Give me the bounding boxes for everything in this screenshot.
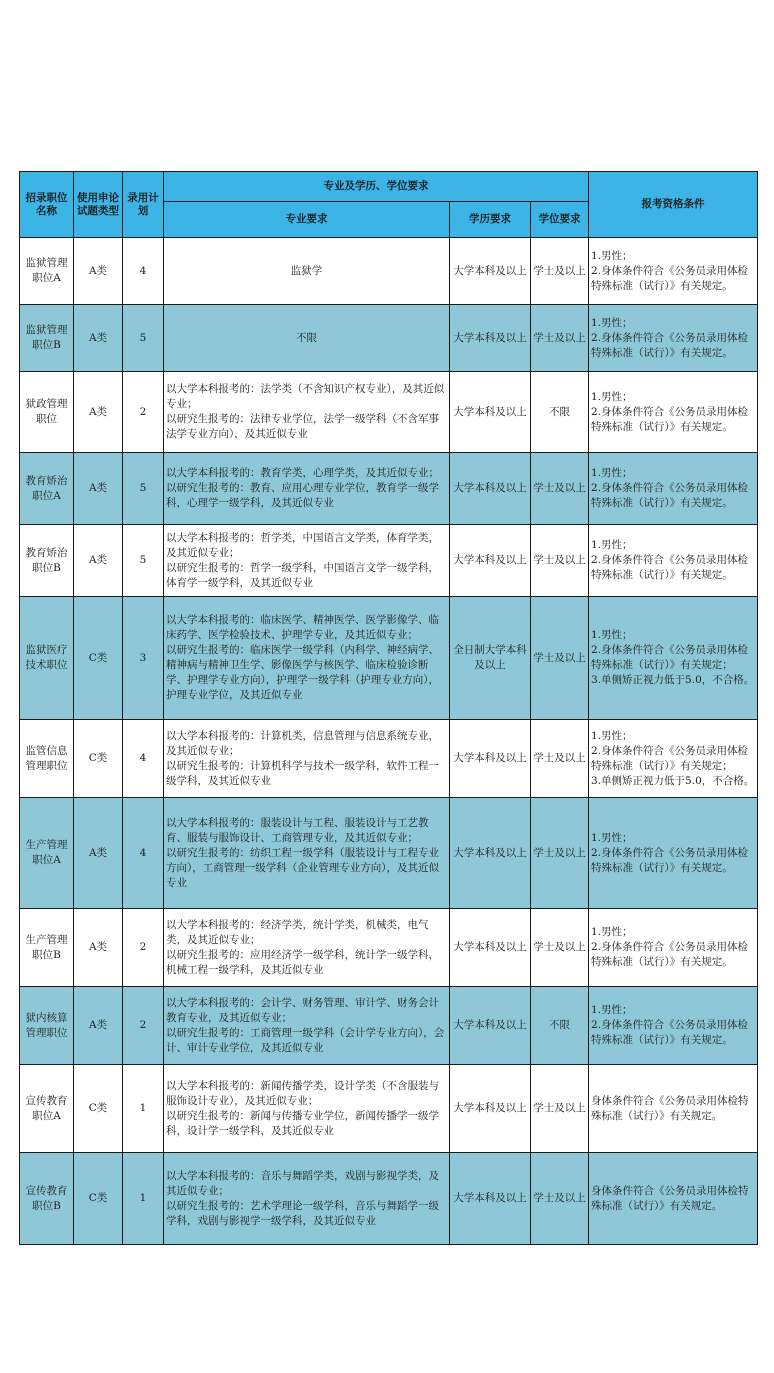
cell-education [450, 597, 531, 720]
cell-plan-text: 4 [139, 846, 147, 859]
cell-exam-type [74, 798, 123, 909]
cell-position-text: 生产管理职位A [25, 839, 68, 866]
cell-major-text: 以大学本科报考的：计算机类，信息管理与信息系统专业，及其近似专业； 以研究生报考的：计算机科学与技术一级学科，软件工程一级学科，及其近似专业 [166, 729, 439, 787]
table-row [20, 720, 758, 798]
cell-exam-type [74, 987, 123, 1065]
cell-major [164, 597, 450, 720]
cell-degree [531, 1065, 589, 1153]
table-row [20, 305, 758, 372]
cell-major [164, 720, 450, 798]
cell-degree-text: 学士及以上 [533, 554, 586, 566]
cell-exam-type [74, 238, 123, 305]
header-position: 招录职位名称 [20, 172, 74, 238]
cell-education-text: 大学本科及以上 [453, 554, 527, 566]
cell-conditions [589, 798, 758, 909]
cell-position [20, 305, 74, 372]
cell-conditions-text: 1.男性； 2.身体条件符合《公务员录用体检特殊标准（试行）》有关规定。 [591, 539, 749, 581]
cell-plan [123, 372, 164, 453]
cell-conditions-text: 1.男性； 2.身体条件符合《公务员录用体检特殊标准（试行）》有关规定。 [591, 1004, 749, 1046]
cell-major-text: 以大学本科报考的：服装设计与工程、服装设计与工艺教育、服装与服饰设计、工商管理专业，及其近似专业； 以研究生报考的：纺织工程一级学科（服装设计与工程专业方向），工商管理一级学科（企业管理专业方向），及其近似专业 [166, 816, 439, 889]
header-education: 学历要求 [450, 202, 531, 238]
cell-education-text: 大学本科及以上 [453, 482, 527, 494]
cell-exam-type-text: A类 [88, 1019, 108, 1031]
cell-exam-type [74, 372, 123, 453]
cell-exam-type [74, 720, 123, 798]
cell-plan [123, 1065, 164, 1153]
table-row [20, 798, 758, 909]
cell-major-text: 监狱学 [290, 264, 323, 277]
cell-education [450, 1065, 531, 1153]
cell-degree-text: 不限 [549, 1019, 571, 1031]
cell-position [20, 453, 74, 525]
table-row [20, 597, 758, 720]
cell-major [164, 453, 450, 525]
cell-education-text: 大学本科及以上 [453, 264, 527, 277]
cell-major-text: 以大学本科报考的：教育学类，心理学类，及其近似专业； 以研究生报考的：教育、应用心理专业学位，教育学一级学科，心理学一级学科，及其近似专业 [166, 467, 439, 509]
cell-degree [531, 720, 589, 798]
cell-plan-text: 2 [139, 941, 147, 953]
cell-major-text: 以大学本科报考的：新闻传播学类，设计学类（不含服装与服饰设计专业），及其近似专业； 以研究生报考的：新闻与传播专业学位，新闻传播学一级学科，设计学一级学科，及其近似专业 [166, 1079, 439, 1137]
cell-conditions [589, 525, 758, 597]
cell-plan-text: 1 [139, 1102, 147, 1114]
table-row [20, 238, 758, 305]
cell-conditions [589, 909, 758, 987]
cell-exam-type-text: A类 [88, 554, 108, 566]
cell-exam-type-text: C类 [88, 1192, 108, 1204]
cell-position-text: 宣传教育职位A [25, 1094, 68, 1122]
cell-conditions-text: 1.男性； 2.身体条件符合《公务员录用体检特殊标准（试行）》有关规定； 3.单侧矫正视力低于5.0，不合格。 [591, 629, 755, 686]
cell-plan [123, 305, 164, 372]
cell-exam-type [74, 1153, 123, 1245]
cell-education [450, 525, 531, 597]
cell-conditions-text: 1.男性； 2.身体条件符合《公务员录用体检特殊标准（试行）》有关规定。 [591, 831, 749, 874]
cell-position [20, 1153, 74, 1245]
cell-conditions [589, 1153, 758, 1245]
cell-conditions [589, 453, 758, 525]
cell-major [164, 1065, 450, 1153]
cell-exam-type-text: C类 [88, 1102, 108, 1114]
cell-education-text: 大学本科及以上 [453, 846, 527, 859]
table-row [20, 909, 758, 987]
cell-education-text: 大学本科及以上 [453, 331, 527, 344]
cell-degree-text: 学士及以上 [533, 1102, 586, 1114]
cell-plan [123, 720, 164, 798]
header-major: 专业要求 [164, 202, 450, 238]
cell-education [450, 909, 531, 987]
cell-exam-type-text: C类 [88, 651, 108, 664]
cell-plan [123, 1153, 164, 1245]
header-degree: 学位要求 [531, 202, 589, 238]
table-body [20, 238, 758, 1245]
cell-plan [123, 525, 164, 597]
cell-position-text: 狱政管理职位 [25, 398, 68, 425]
cell-degree-text: 学士及以上 [533, 482, 586, 494]
cell-degree [531, 909, 589, 987]
cell-degree [531, 798, 589, 909]
cell-degree [531, 238, 589, 305]
cell-position [20, 372, 74, 453]
cell-conditions [589, 372, 758, 453]
cell-conditions-text: 1.男性； 2.身体条件符合《公务员录用体检特殊标准（试行）》有关规定。 [591, 926, 749, 968]
cell-conditions [589, 987, 758, 1065]
cell-position [20, 720, 74, 798]
cell-position-text: 生产管理职位B [25, 933, 68, 961]
cell-major-text: 以大学本科报考的：哲学类，中国语言文学类，体育学类，及其近似专业； 以研究生报考的：哲学一级学科，中国语言文学一级学科，体育学一级学科，及其近似专业 [166, 531, 439, 589]
cell-conditions-text: 身体条件符合《公务员录用体检特殊标准（试行）》有关规定。 [591, 1184, 749, 1212]
cell-conditions-text: 1.男性； 2.身体条件符合《公务员录用体检特殊标准（试行）》有关规定； 3.单侧矫正视力低于5.0，不合格。 [591, 729, 755, 787]
cell-major-text: 以大学本科报考的：音乐与舞蹈学类，戏剧与影视学类，及其近似专业； 以研究生报考的：艺术学理论一级学科，音乐与舞蹈学一级学科，戏剧与影视学一级学科，及其近似专业 [166, 1169, 439, 1227]
cell-degree [531, 1153, 589, 1245]
cell-conditions [589, 305, 758, 372]
cell-position [20, 909, 74, 987]
cell-exam-type [74, 453, 123, 525]
cell-plan [123, 987, 164, 1065]
cell-education-text: 大学本科及以上 [453, 752, 527, 764]
cell-education-text: 大学本科及以上 [453, 1192, 527, 1204]
cell-position-text: 监狱医疗技术职位 [25, 644, 68, 671]
cell-plan-text: 3 [139, 651, 147, 664]
cell-conditions-text: 1.男性； 2.身体条件符合《公务员录用体检特殊标准（试行）》有关规定。 [591, 467, 749, 509]
cell-exam-type [74, 909, 123, 987]
cell-major [164, 305, 450, 372]
cell-major [164, 909, 450, 987]
cell-education [450, 372, 531, 453]
cell-degree [531, 597, 589, 720]
cell-position [20, 525, 74, 597]
cell-education-text: 大学本科及以上 [453, 1019, 527, 1031]
cell-major-text: 以大学本科报考的：经济学类，统计学类，机械类，电气类，及其近似专业； 以研究生报考的：应用经济学一级学科，统计学一级学科，机械工程一级学科，及其近似专业 [166, 918, 439, 976]
cell-degree [531, 372, 589, 453]
cell-major [164, 798, 450, 909]
cell-plan-text: 4 [139, 752, 147, 764]
cell-plan [123, 238, 164, 305]
cell-major [164, 372, 450, 453]
cell-position-text: 宣传教育职位B [25, 1184, 68, 1212]
cell-education [450, 305, 531, 372]
cell-conditions-text: 1.男性； 2.身体条件符合《公务员录用体检特殊标准（试行）》有关规定。 [591, 390, 749, 433]
cell-position-text: 狱内核算管理职位 [25, 1011, 68, 1039]
cell-major-text: 以大学本科报考的：临床医学、精神医学、医学影像学、临床药学、医学检验技术、护理学专业，及其近似专业； 以研究生报考的：临床医学一级学科（内科学、神经病学、精神病与精神卫生学、影像医学与核医学、临床检验诊断学、护理学专业方向），护理学一级学科（护理专业方向），护理专业学位，及其近似专业 [166, 614, 439, 701]
cell-education [450, 453, 531, 525]
cell-exam-type-text: A类 [88, 264, 108, 277]
cell-degree-text: 学士及以上 [533, 331, 586, 344]
cell-major-text: 以大学本科报考的：法学类（不含知识产权专业），及其近似专业； 以研究生报考的：法律专业学位，法学一级学科（不含军事法学专业方向），及其近似专业 [166, 383, 445, 440]
cell-plan-text: 5 [139, 331, 147, 344]
cell-conditions-text: 身体条件符合《公务员录用体检特殊标准（试行）》有关规定。 [591, 1094, 749, 1122]
cell-education [450, 1153, 531, 1245]
cell-conditions [589, 720, 758, 798]
table-row [20, 1153, 758, 1245]
cell-major [164, 525, 450, 597]
cell-plan-text: 2 [139, 1019, 147, 1031]
cell-major-text: 不限 [296, 331, 317, 344]
table-row [20, 372, 758, 453]
cell-position-text: 监管信息管理职位 [25, 744, 68, 772]
cell-plan-text: 5 [139, 554, 147, 566]
header-conditions: 报考资格条件 [589, 172, 758, 238]
cell-plan-text: 5 [139, 482, 147, 494]
cell-exam-type-text: A类 [88, 941, 108, 953]
cell-degree-text: 学士及以上 [533, 1192, 586, 1204]
cell-education-text: 大学本科及以上 [453, 941, 527, 953]
cell-education [450, 798, 531, 909]
cell-exam-type [74, 1065, 123, 1153]
table-row [20, 525, 758, 597]
cell-degree-text: 学士及以上 [533, 651, 586, 664]
cell-conditions [589, 1065, 758, 1153]
cell-major [164, 987, 450, 1065]
cell-exam-type-text: A类 [88, 405, 108, 418]
cell-position-text: 教育矫治职位A [25, 474, 68, 502]
cell-exam-type [74, 525, 123, 597]
header-plan: 录用计划 [123, 172, 164, 238]
cell-plan-text: 1 [139, 1192, 147, 1204]
cell-degree-text: 学士及以上 [533, 264, 586, 277]
cell-education [450, 238, 531, 305]
header-requirements-group: 专业及学历、学位要求 [164, 172, 589, 202]
cell-degree-text: 学士及以上 [533, 941, 586, 953]
cell-plan [123, 453, 164, 525]
cell-exam-type-text: C类 [88, 752, 108, 764]
cell-education [450, 720, 531, 798]
cell-plan [123, 798, 164, 909]
cell-major-text: 以大学本科报考的：会计学、财务管理、审计学、财务会计教育专业，及其近似专业； 以研究生报考的：工商管理一级学科（会计学专业方向），会计、审计专业学位，及其近似专业 [166, 996, 445, 1054]
cell-position-text: 监狱管理职位A [25, 257, 68, 284]
cell-conditions-text: 1.男性； 2.身体条件符合《公务员录用体检特殊标准（试行）》有关规定。 [591, 316, 749, 359]
cell-degree-text: 学士及以上 [533, 846, 586, 859]
cell-exam-type [74, 305, 123, 372]
recruitment-table [19, 171, 758, 1245]
cell-position [20, 597, 74, 720]
cell-education-text: 全日制大学本科及以上 [453, 644, 527, 671]
cell-degree-text: 学士及以上 [533, 752, 586, 764]
cell-position-text: 监狱管理职位B [25, 324, 68, 351]
cell-major [164, 238, 450, 305]
table-row [20, 987, 758, 1065]
cell-plan [123, 597, 164, 720]
cell-exam-type [74, 597, 123, 720]
cell-major [164, 1153, 450, 1245]
cell-plan [123, 909, 164, 987]
cell-education [450, 987, 531, 1065]
cell-plan-text: 4 [139, 264, 147, 277]
header-exam-type: 使用申论试题类型 [74, 172, 123, 238]
cell-conditions-text: 1.男性； 2.身体条件符合《公务员录用体检特殊标准（试行）》有关规定。 [591, 249, 749, 292]
cell-position [20, 798, 74, 909]
table-row [20, 453, 758, 525]
cell-position [20, 238, 74, 305]
cell-exam-type-text: A类 [88, 482, 108, 494]
table-row [20, 1065, 758, 1153]
cell-position [20, 1065, 74, 1153]
cell-plan-text: 2 [139, 405, 147, 418]
cell-exam-type-text: A类 [88, 331, 108, 344]
cell-position [20, 987, 74, 1065]
cell-conditions [589, 238, 758, 305]
cell-education-text: 大学本科及以上 [453, 405, 527, 418]
cell-position-text: 教育矫治职位B [25, 546, 68, 574]
cell-degree [531, 453, 589, 525]
cell-degree-text: 不限 [549, 405, 571, 418]
cell-degree [531, 305, 589, 372]
cell-conditions [589, 597, 758, 720]
cell-education-text: 大学本科及以上 [453, 1102, 527, 1114]
cell-exam-type-text: A类 [88, 846, 108, 859]
cell-degree [531, 525, 589, 597]
cell-degree [531, 987, 589, 1065]
